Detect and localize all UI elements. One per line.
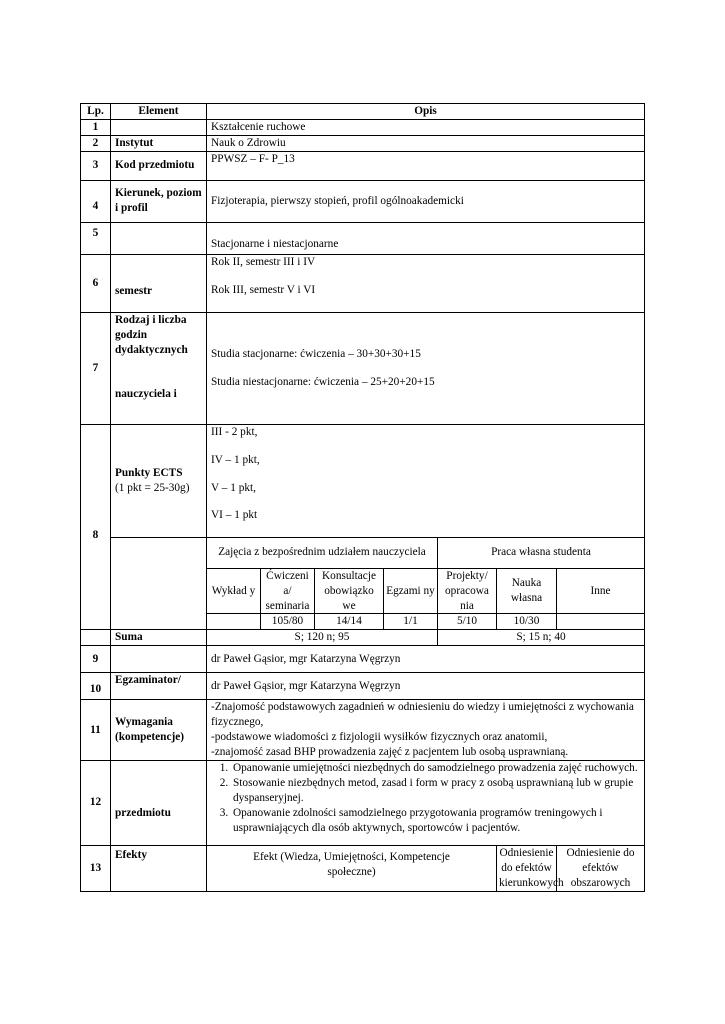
row-5-element xyxy=(111,222,207,254)
row-2 xyxy=(81,135,645,151)
row-7-line-2: Studia niestacjonarne: ćwiczenia – 25+20+20+15 xyxy=(211,375,435,388)
header-lp: Lp. xyxy=(81,104,111,120)
row-7-line-1: Studia stacjonarne: ćwiczenia – 30+30+30+15 xyxy=(211,347,421,360)
hours-element-empty xyxy=(111,537,207,630)
requirement-1: -Znajomość podstawowych zagadnień w odniesieniu do wiedzy i umiejętności z wychowania fizycznego, xyxy=(211,701,634,729)
row-6 xyxy=(81,254,645,312)
row-6-line-1: Rok II, semestr III i IV xyxy=(211,255,316,268)
row-2-element: Instytut xyxy=(111,135,207,151)
row-7-element xyxy=(111,312,207,424)
hours-group-own: Praca własna studenta xyxy=(438,537,645,568)
row-13-col-efekt: Efekt (Wiedza, Umiejętności, Kompetencje społeczne) xyxy=(207,845,497,891)
hours-val-egzaminy: 1/1 xyxy=(384,614,438,630)
row-9-opis: dr Paweł Gąsior, mgr Katarzyna Węgrzyn xyxy=(207,646,645,673)
row-7 xyxy=(81,312,645,424)
row-11 xyxy=(81,700,645,761)
suma-direct: S; 120 n; 95 xyxy=(207,630,438,646)
row-6-opis xyxy=(207,254,645,312)
row-3-opis: PPWSZ – F- P_13 xyxy=(207,151,645,180)
ects-line-4: VI – 1 pkt xyxy=(211,509,258,522)
row-6-line-2: Rok III, semestr V i VI xyxy=(211,283,316,296)
hours-val-inne xyxy=(557,614,645,630)
hours-group-row xyxy=(81,537,645,568)
suma-label: Suma xyxy=(111,630,207,646)
hours-col-inne: Inne xyxy=(557,568,645,614)
row-11-element: Wymagania (kompetencje) xyxy=(111,700,207,761)
hours-col-egzaminy: Egzami ny xyxy=(384,568,438,614)
row-4-lp: 4 xyxy=(81,180,111,222)
header-element: Element xyxy=(111,104,207,120)
row-8-lp: 8 xyxy=(81,424,111,630)
row-13-col-obszarowe: Odniesienie do efektów obszarowych xyxy=(557,845,645,891)
row-7-element-bottom: nauczyciela i xyxy=(115,388,177,401)
hours-col-cwiczenia: Ćwiczeni a/ seminaria xyxy=(261,568,315,614)
row-4 xyxy=(81,180,645,222)
row-9-element xyxy=(111,646,207,673)
row-3-lp: 3 xyxy=(81,151,111,180)
row-13-lp: 13 xyxy=(81,845,111,891)
row-8-ects xyxy=(81,424,645,537)
hours-val-projekty: 5/10 xyxy=(438,614,497,630)
ects-line-1: III - 2 pkt, xyxy=(211,425,258,438)
row-6-lp: 6 xyxy=(81,254,111,312)
row-1-lp: 1 xyxy=(81,119,111,135)
row-5 xyxy=(81,222,645,254)
goal-item-2: 2. Stosowanie niezbędnych metod, zasad i form w pracy z osobą usprawnianą lub w grupie dyspanseryjnej. xyxy=(231,776,640,806)
hours-col-konsultacje: Konsultacje obowiązko we xyxy=(315,568,384,614)
row-12-lp: 12 xyxy=(81,760,111,845)
syllabus-table xyxy=(80,103,645,892)
row-9 xyxy=(81,646,645,673)
row-10-opis: dr Paweł Gąsior, mgr Katarzyna Węgrzyn xyxy=(207,673,645,700)
suma-own: S; 15 n; 40 xyxy=(438,630,645,646)
row-8-element xyxy=(111,424,207,537)
row-11-lp: 11 xyxy=(81,700,111,761)
row-12-opis xyxy=(207,760,645,845)
row-10-lp: 10 xyxy=(81,673,111,700)
row-8-opis xyxy=(207,424,645,537)
suma-lp-empty xyxy=(81,630,111,646)
goals-list xyxy=(211,761,640,836)
row-3-element: Kod przedmiotu xyxy=(111,151,207,180)
requirement-3: -znajomość zasad BHP prowadzenia zajęć z pacjentem lub osobą usprawnianą. xyxy=(211,745,569,758)
ects-line-3: V – 1 pkt, xyxy=(211,481,256,494)
row-2-lp: 2 xyxy=(81,135,111,151)
row-12-element: przedmiotu xyxy=(111,760,207,845)
hours-col-projekty: Projekty/ opracowa nia xyxy=(438,568,497,614)
row-7-element-top: Rodzaj i liczba godzin dydaktycznych xyxy=(115,313,188,356)
goal-item-3: 3. Opanowanie zdolności samodzielnego przygotowania programów treningowych i usprawniających dla osób aktywnych, sportowców i pacjentów. xyxy=(231,806,640,836)
hours-group-direct: Zajęcia z bezpośrednim udziałem nauczyciela xyxy=(207,537,438,568)
row-7-lp: 7 xyxy=(81,312,111,424)
row-4-element: Kierunek, poziom i profil xyxy=(111,180,207,222)
syllabus-document xyxy=(80,103,644,892)
row-1 xyxy=(81,119,645,135)
hours-val-nauka: 10/30 xyxy=(497,614,557,630)
row-11-opis xyxy=(207,700,645,761)
row-6-element: semestr xyxy=(111,254,207,312)
row-4-opis: Fizjoterapia, pierwszy stopień, profil ogólnoakademicki xyxy=(207,180,645,222)
row-1-opis: Kształcenie ruchowe xyxy=(207,119,645,135)
row-13-element: Efekty xyxy=(111,845,207,891)
header-row xyxy=(81,104,645,120)
row-13-col-kierunkowe: Odniesienie do efektów kierunkowych xyxy=(497,845,557,891)
row-9-lp: 9 xyxy=(81,646,111,673)
row-2-opis: Nauk o Zdrowiu xyxy=(207,135,645,151)
row-7-opis xyxy=(207,312,645,424)
ects-line-2: IV – 1 pkt, xyxy=(211,453,260,466)
suma-row xyxy=(81,630,645,646)
row-10-element: Egzaminator/ xyxy=(111,673,207,700)
row-3 xyxy=(81,151,645,180)
row-13 xyxy=(81,845,645,891)
requirement-2: -podstawowe wiadomości z fizjologii wysiłków fizycznych oraz anatomii, xyxy=(211,731,548,744)
row-1-element xyxy=(111,119,207,135)
row-5-opis: Stacjonarne i niestacjonarne xyxy=(207,222,645,254)
hours-col-nauka: Nauka własna xyxy=(497,568,557,614)
row-8-element-bold: Punkty ECTS xyxy=(115,466,183,479)
row-12 xyxy=(81,760,645,845)
row-10 xyxy=(81,673,645,700)
hours-val-konsultacje: 14/14 xyxy=(315,614,384,630)
row-8-element-sub: (1 pkt = 25-30g) xyxy=(115,481,190,494)
goal-item-1: 1. Opanowanie umiejętności niezbędnych do samodzielnego prowadzenia zajęć ruchowych. xyxy=(231,761,640,776)
hours-val-cwiczenia: 105/80 xyxy=(261,614,315,630)
hours-val-wyklady xyxy=(207,614,261,630)
row-5-lp: 5 xyxy=(81,222,111,254)
hours-col-wyklady: Wykład y xyxy=(207,568,261,614)
header-opis: Opis xyxy=(207,104,645,120)
